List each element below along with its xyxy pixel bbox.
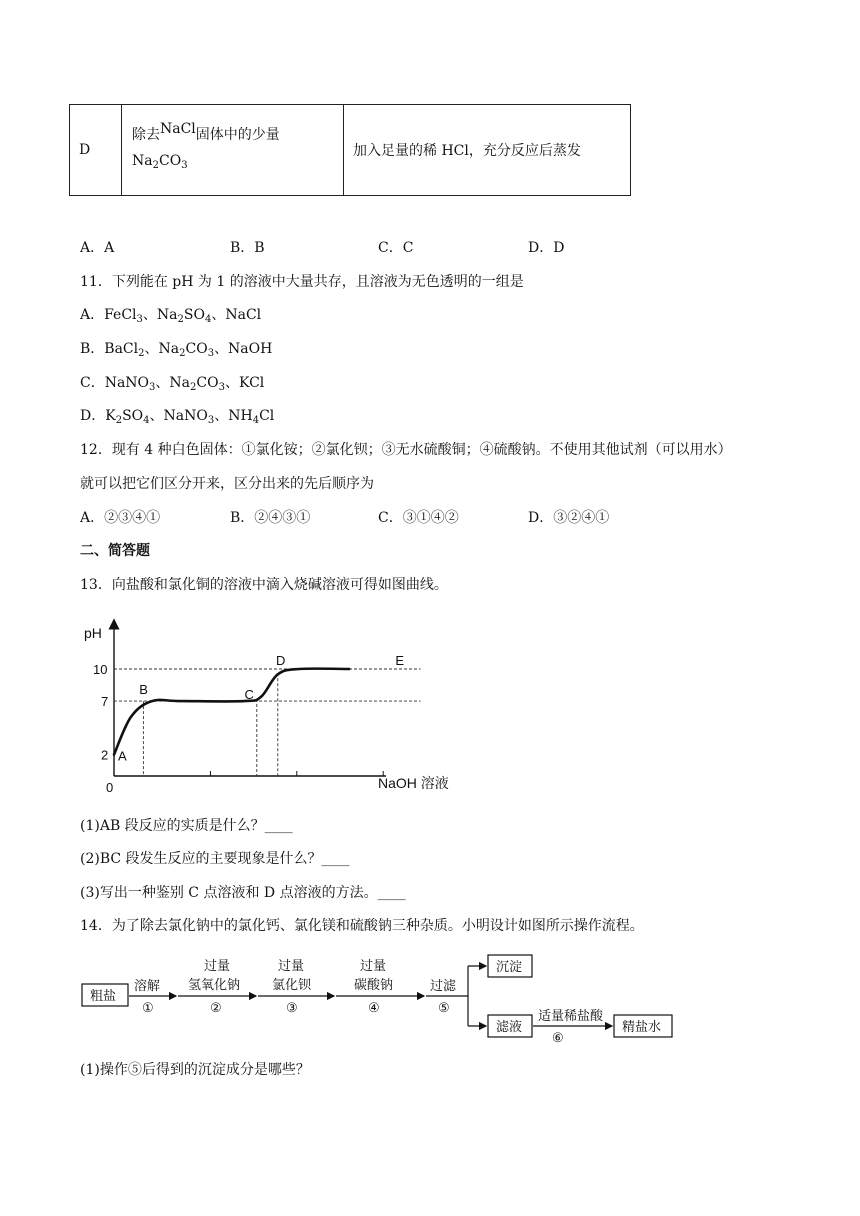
- q13-sub1: (1)AB 段反应的实质是什么？____: [80, 818, 293, 834]
- x-axis-label: NaOH 溶液: [378, 775, 449, 791]
- box-refined-brine-label: 精盐水: [622, 1019, 662, 1034]
- purpose-mid: 固体中的少量: [195, 126, 280, 143]
- ph-chart: [76, 616, 466, 796]
- step6-label: 适量稀盐酸: [538, 1008, 604, 1023]
- purpose-na2co3: $Na_2CO_3$: [132, 152, 188, 171]
- q11-option-b: B．BaCl$_2$、$Na_2CO_3$、NaOH: [80, 341, 273, 359]
- box-precipitate-label: 沉淀: [496, 959, 523, 974]
- step2-label2: 氢氧化钠: [188, 977, 241, 992]
- q10-option-b: B．B: [230, 240, 265, 256]
- row-label: D: [79, 142, 91, 158]
- step5-label: 过滤: [430, 978, 457, 993]
- point-label-c: C: [244, 687, 254, 703]
- q10-option-d: D．D: [528, 240, 565, 256]
- flow-diagram: [76, 944, 686, 1044]
- ph-curve: [114, 669, 349, 755]
- section-heading: 二、简答题: [80, 543, 150, 559]
- purpose-nacl: NaCl: [160, 120, 196, 137]
- step6-number: ⑥: [552, 1030, 564, 1044]
- step1-label: 溶解: [134, 978, 161, 993]
- table-cell-label: [70, 105, 122, 196]
- step2-number: ②: [210, 1000, 222, 1015]
- q14-sub1: (1)操作⑤后得到的沉淀成分是哪些？: [80, 1062, 310, 1078]
- step3-label2: 氯化钡: [272, 977, 312, 992]
- point-label-d: D: [276, 653, 286, 668]
- y-tick-labels: [93, 662, 108, 763]
- q10-option-c: C．C: [378, 240, 414, 256]
- point-labels: [118, 653, 404, 764]
- q12-option-d: D．③②④①: [528, 510, 610, 526]
- table-cell-purpose: [122, 105, 344, 196]
- q13-sub2: (2)BC 段发生反应的主要现象是什么？____: [80, 851, 350, 867]
- q12-option-c: C．③①④②: [378, 510, 459, 526]
- q11-stem: 11．下列能在 pH 为 1 的溶液中大量共存，且溶液为无色透明的一组是: [80, 274, 524, 290]
- step3-label1: 过量: [278, 958, 305, 973]
- q13-stem: 13．向盐酸和氯化铜的溶液中滴入烧碱溶液可得如图曲线。: [80, 577, 448, 593]
- step3-number: ③: [286, 1000, 298, 1015]
- point-label-e: E: [395, 653, 405, 668]
- step1-number: ①: [142, 1000, 154, 1015]
- q11-option-c: C．NaNO$_3$、$Na_2CO_3$、KCl: [80, 375, 265, 393]
- y-tick-label: 10: [93, 662, 108, 677]
- step4-number: ④: [368, 1000, 380, 1015]
- method-text: 加入足量的稀 HCl，充分反应后蒸发: [353, 143, 581, 159]
- q12-option-b: B．②④③①: [230, 510, 311, 526]
- q11-option-a: A．FeCl$_3$、$Na_2SO_4$、NaCl: [80, 307, 262, 325]
- table-cell-method: [344, 105, 631, 196]
- q11-option-d: D．$K_2SO_4$、NaNO$_3$、$NH_4Cl$: [80, 408, 275, 426]
- options-table: [69, 104, 631, 196]
- step2-label1: 过量: [204, 958, 231, 973]
- box-crude-salt-label: 粗盐: [90, 988, 117, 1003]
- q14-stem: 14．为了除去氯化钠中的氯化钙、氯化镁和硫酸钠三种杂质。小明设计如图所示操作流程。: [80, 918, 644, 934]
- x-ticks: [210, 771, 383, 776]
- q12-stem-line2: 就可以把它们区分开来，区分出来的先后顺序为: [80, 476, 374, 492]
- step4-label1: 过量: [360, 958, 387, 973]
- q12-option-a: A．②③④①: [80, 510, 161, 526]
- origin-label: 0: [106, 780, 114, 795]
- q12-stem-line1: 12．现有 4 种白色固体：①氯化铵；②氯化钡；③无水硫酸铜；④硫酸钠。不使用其他试剂（可以用水）: [80, 442, 732, 458]
- point-label-b: B: [139, 682, 148, 698]
- q10-option-a: A．A: [80, 240, 115, 256]
- y-tick-label: 2: [101, 747, 109, 763]
- box-filtrate-label: 滤液: [496, 1019, 523, 1034]
- y-tick-label: 7: [101, 694, 109, 710]
- y-axis-label: pH: [84, 625, 102, 641]
- q13-sub3: (3)写出一种鉴别 C 点溶液和 D 点溶液的方法。____: [80, 885, 406, 901]
- step5-number: ⑤: [438, 1000, 450, 1015]
- step4-label2: 碳酸钠: [354, 977, 394, 992]
- point-label-a: A: [118, 748, 127, 764]
- table-row: [70, 105, 631, 196]
- guide-lines: [114, 669, 421, 776]
- purpose-prefix: 除去: [132, 126, 160, 143]
